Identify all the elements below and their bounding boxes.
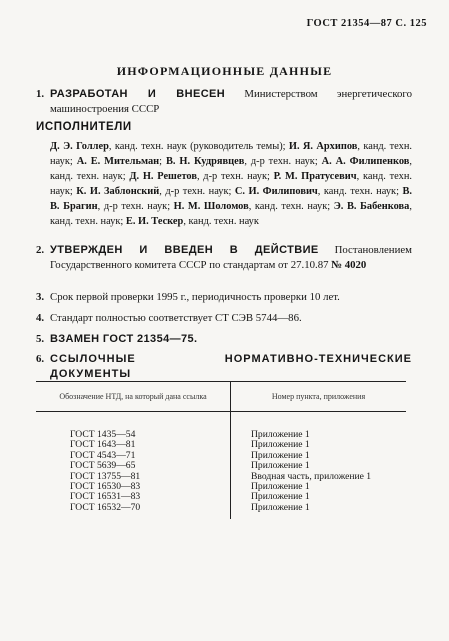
table-header-row — [36, 382, 406, 412]
cell-document: ГОСТ 1643—81 — [36, 440, 231, 450]
item-number: 5. — [36, 333, 45, 345]
author-name: Н. М. Шоломов — [173, 201, 249, 213]
author-name: Д. Э. Голлер — [50, 141, 109, 152]
cell-document: ГОСТ 16530—83 — [36, 482, 231, 492]
author-role: , канд. техн. наук (руководитель темы); — [108, 141, 289, 152]
table-row — [36, 412, 406, 441]
item-number: 1. — [36, 88, 45, 100]
spacer-cell — [36, 513, 231, 519]
cell-reference: Вводная часть, приложение 1 — [251, 470, 372, 482]
references-table — [36, 381, 406, 519]
item-compliance — [36, 311, 412, 326]
table-row — [36, 503, 406, 513]
item-review — [36, 290, 412, 305]
cell-document: ГОСТ 13755—81 — [36, 472, 231, 482]
author-role: , д-р техн. наук; — [97, 201, 174, 213]
author-name: Э. В. Бабенкова — [333, 201, 410, 213]
item-text — [50, 87, 412, 117]
author-role: , д-р техн. наук; — [196, 171, 274, 183]
item-number: 6. — [36, 353, 45, 365]
references-table-body — [36, 412, 406, 520]
cell-reference: Приложение 1 — [251, 429, 310, 440]
cell-reference: Приложение 1 — [251, 439, 310, 451]
author-role: , канд. техн. наук; — [50, 141, 412, 168]
author-role: , д-р техн. наук; — [159, 186, 235, 198]
item-approved — [36, 243, 412, 273]
spacer-cell — [231, 513, 407, 519]
item-body: Министерством энергетического машиностроения СССР — [50, 88, 412, 115]
author-name: К. И. Заблонский — [76, 186, 160, 198]
cell-reference: Приложение 1 — [251, 460, 310, 472]
cell-reference: Приложение 1 — [251, 449, 310, 461]
item-replaces — [36, 332, 412, 347]
item-body: Стандарт полностью соответствует СТ СЭВ 5744—86. — [50, 312, 302, 324]
cell-reference: Приложение 1 — [251, 491, 310, 503]
cell-reference: Приложение 1 — [251, 481, 310, 493]
item-text — [50, 243, 412, 273]
cell-document: ГОСТ 16532—70 — [36, 503, 231, 513]
page-header: ГОСТ 21354—87 С. 125 — [306, 18, 427, 29]
item-body: Постановлением Государственного комитета СССР по стандартам от 27.10.87 — [50, 244, 412, 271]
author-role: , д-р техн. наук; — [244, 156, 322, 168]
cell-document: ГОСТ 5639—65 — [36, 461, 231, 471]
author-role: , канд. техн. наук — [183, 216, 259, 228]
item-heading: ВЗАМЕН ГОСТ 21354—75. — [50, 333, 198, 345]
author-role: , канд. техн. наук; — [317, 186, 403, 198]
author-name: Д. Н. Решетов — [129, 171, 197, 183]
table-spacer-row — [36, 513, 406, 519]
item-references — [36, 352, 412, 382]
item-heading: УТВЕРЖДЕН И ВВЕДЕН В ДЕЙСТВИЕ — [50, 244, 319, 256]
cell-document: ГОСТ 1435—54 — [36, 412, 231, 441]
author-role: , канд. техн. наук; — [50, 171, 413, 198]
author-name: В. В. Брагин — [50, 186, 412, 213]
author-name: И. Я. Архипов — [288, 141, 358, 152]
column-header-reference: Номер пункта, приложения — [231, 382, 407, 412]
author-name: В. Н. Кудрявцев — [165, 156, 245, 168]
author-role: , канд. техн. наук; — [50, 156, 413, 183]
item-tail: № 4020 — [331, 259, 367, 271]
author-name: Р. М. Пратусевич — [273, 171, 357, 183]
item-number: 3. — [36, 291, 45, 303]
item-developed — [36, 87, 412, 117]
item-body: Срок первой проверки 1995 г., периодичность проверки 10 лет. — [50, 291, 340, 303]
cell-document: ГОСТ 4543—71 — [36, 451, 231, 461]
item-number: 4. — [36, 312, 45, 324]
item-heading: ССЫЛОЧНЫЕ НОРМАТИВНО-ТЕХНИЧЕСКИЕ ДОКУМЕНТЫ — [50, 353, 412, 380]
author-role: , канд. техн. наук; — [248, 201, 334, 213]
author-role: ; — [159, 156, 166, 168]
author-name: С. И. Филипович — [234, 186, 318, 198]
item-heading: РАЗРАБОТАН И ВНЕСЕН — [50, 88, 226, 100]
author-name: А. Е. Мительман — [76, 156, 160, 168]
author-role: , канд. техн. наук; — [50, 201, 412, 228]
author-name: Е. И. Тескер — [125, 216, 184, 228]
authors-list — [50, 139, 412, 230]
page-title: ИНФОРМАЦИОННЫЕ ДАННЫЕ — [116, 64, 333, 78]
cell-document: ГОСТ 16531—83 — [36, 492, 231, 502]
author-name: А. А. Филипенков — [321, 156, 410, 168]
column-header-document: Обозначение НТД, на который дана ссылка — [36, 382, 231, 412]
executors-heading: ИСПОЛНИТЕЛИ — [36, 121, 132, 133]
item-number: 2. — [36, 244, 45, 256]
cell-reference: Приложение 1 — [251, 501, 310, 513]
